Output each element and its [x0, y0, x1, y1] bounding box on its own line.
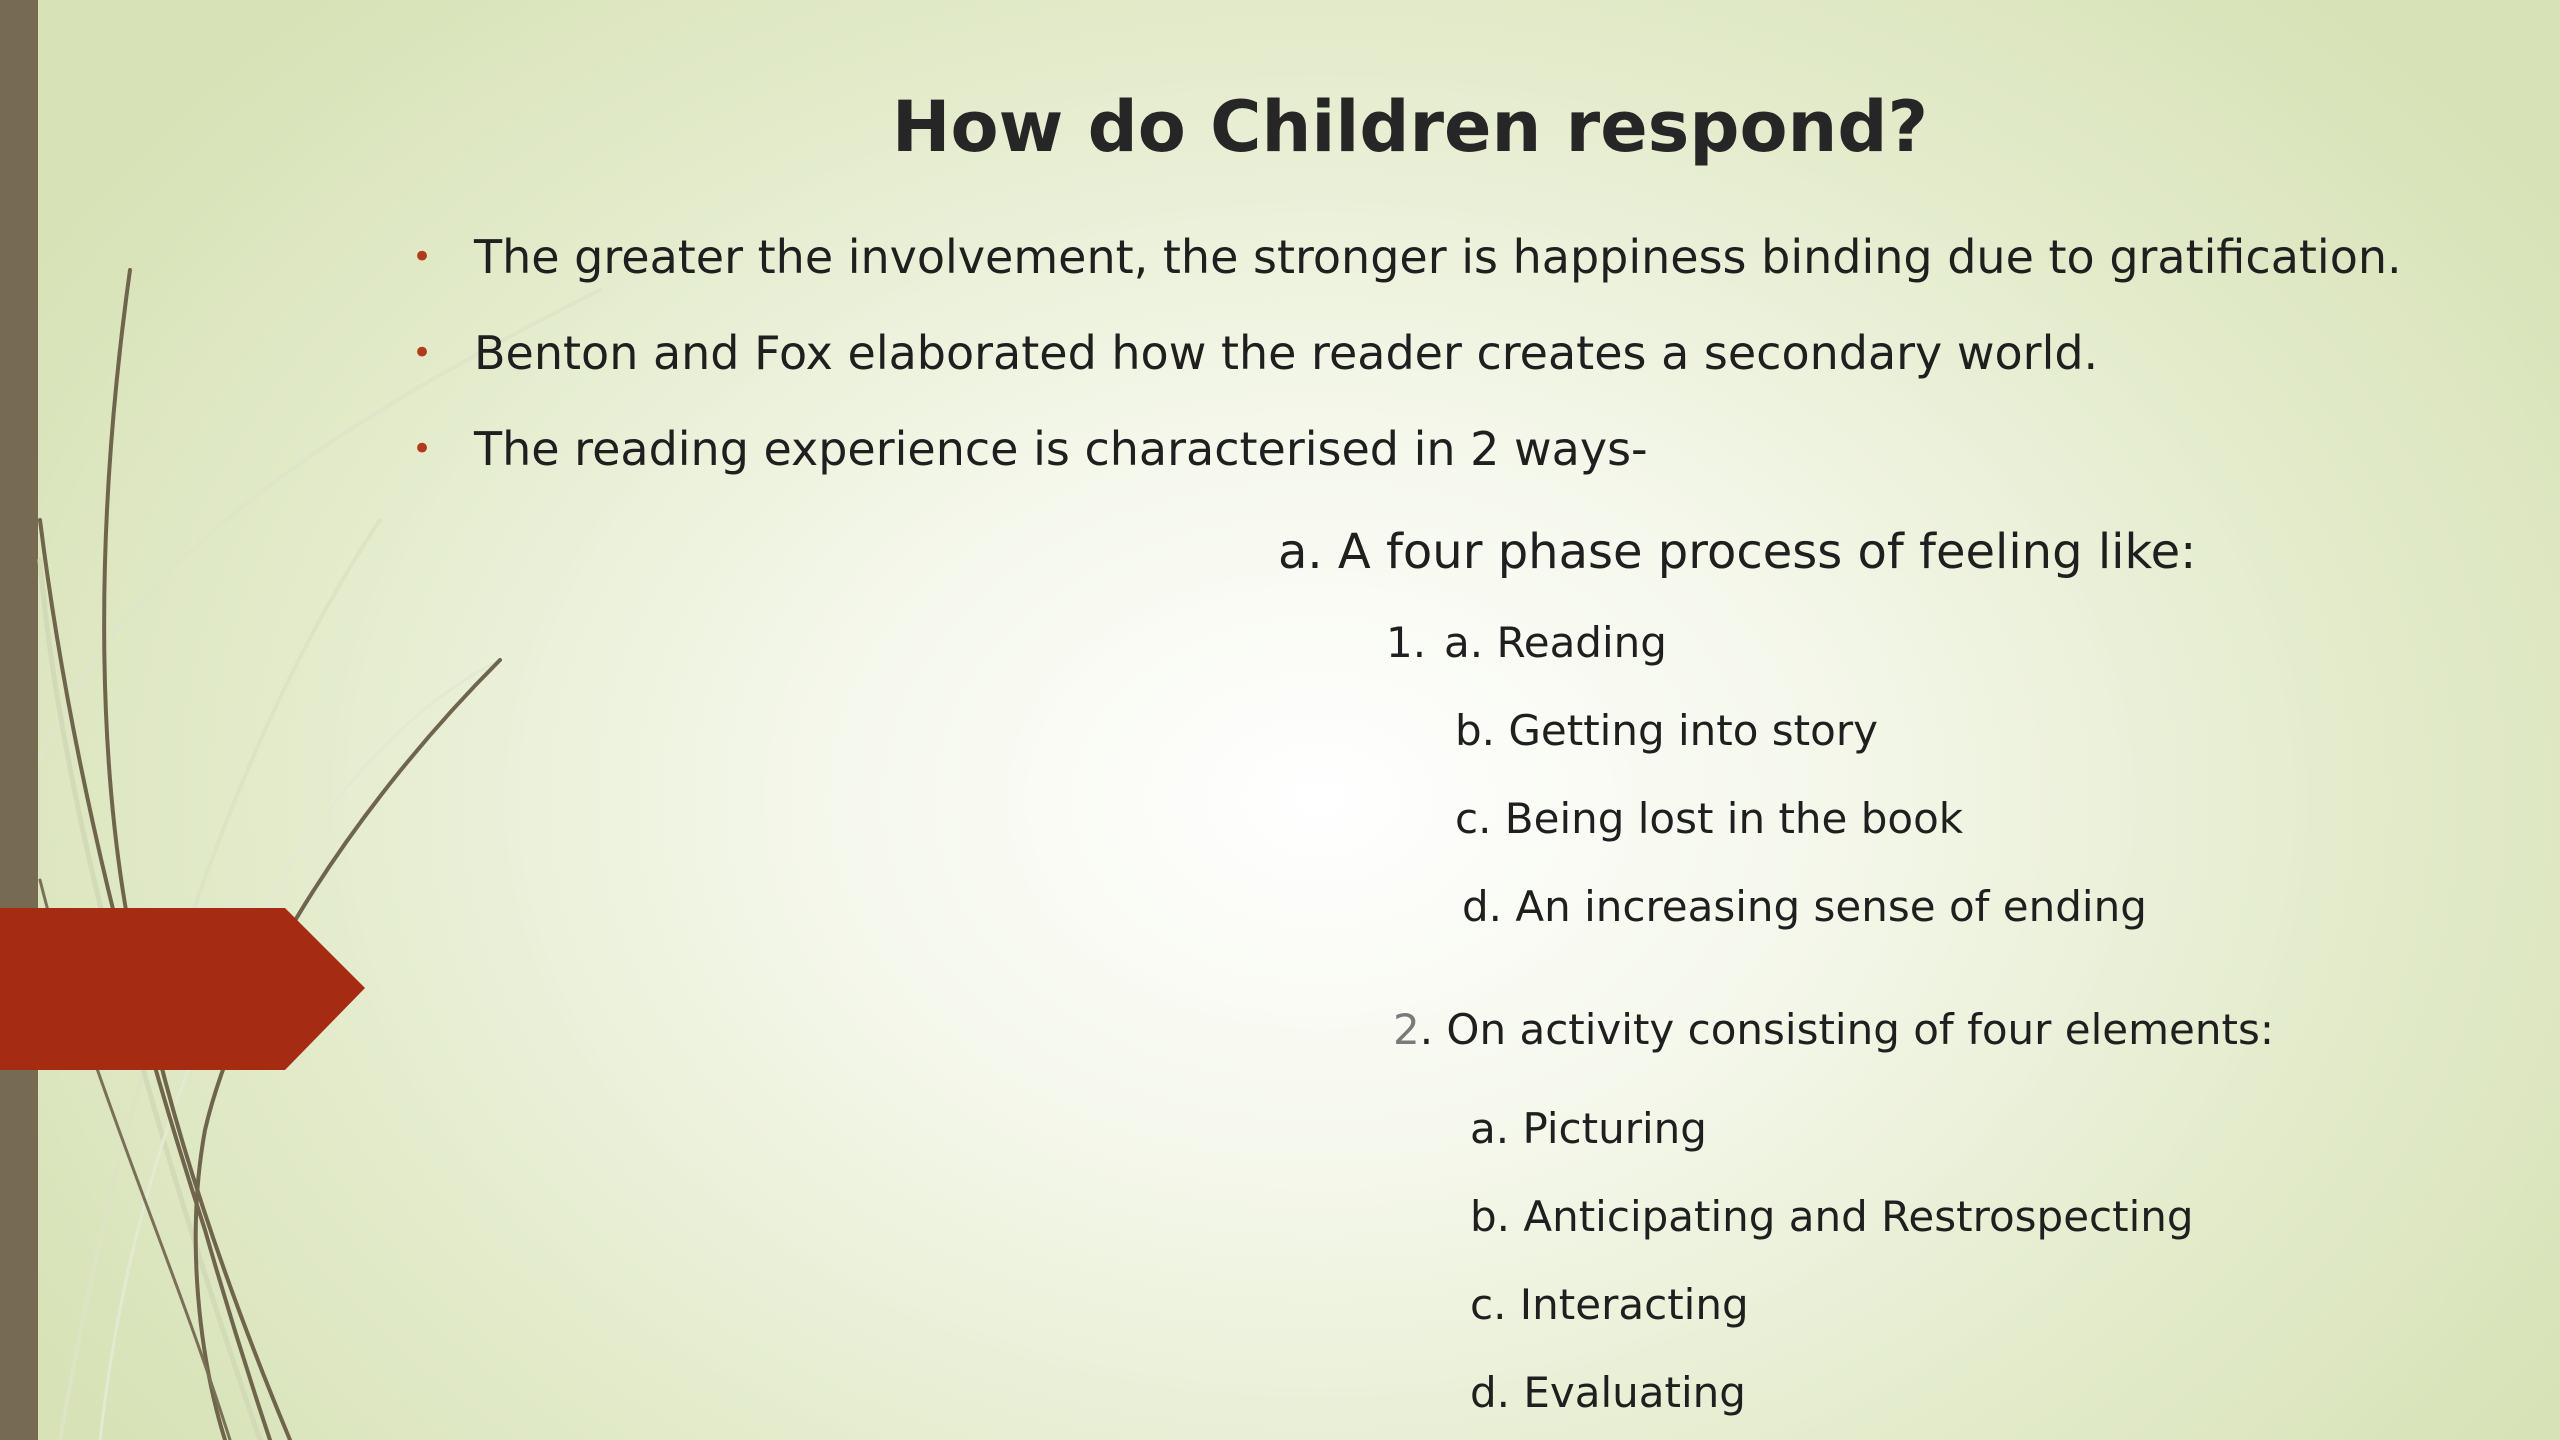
- bullet-marker: •: [412, 333, 433, 373]
- activity-item: c. Interacting: [1470, 1280, 1749, 1329]
- bullet-text: The reading experience is characterised in 2 ways-: [474, 422, 1648, 476]
- activity-item: a. Picturing: [1470, 1104, 1707, 1153]
- bullet-list: [412, 228, 2402, 516]
- phase-item: d. An increasing sense of ending: [1462, 882, 2147, 931]
- sublist-heading: a. A four phase process of feeling like:: [1278, 524, 2197, 580]
- phase-list-number: 1.: [1386, 618, 1427, 667]
- bullet-item: [412, 228, 2402, 286]
- slide-title: How do Children respond?: [891, 86, 1929, 168]
- bullet-marker: •: [412, 237, 433, 277]
- bullet-marker: •: [412, 429, 433, 469]
- bullet-item: [412, 420, 2402, 478]
- activity-item: d. Evaluating: [1470, 1368, 1746, 1417]
- bullet-item: [412, 324, 2402, 382]
- activity-list-heading-text: . On activity consisting of four elements:: [1419, 1005, 2275, 1054]
- activity-list-heading: [1393, 1004, 2274, 1056]
- red-arrow-tab: [0, 908, 365, 1070]
- activity-item: b. Anticipating and Restrospecting: [1470, 1192, 2194, 1241]
- phase-item: a. Reading: [1444, 618, 1667, 667]
- bullet-text: The greater the involvement, the stronger is happiness binding due to gratification.: [474, 230, 2402, 284]
- bullet-text: Benton and Fox elaborated how the reader creates a secondary world.: [474, 326, 2099, 380]
- activity-list-number: 2: [1393, 1005, 1420, 1054]
- phase-item: b. Getting into story: [1455, 706, 1878, 755]
- phase-item: c. Being lost in the book: [1455, 794, 1964, 843]
